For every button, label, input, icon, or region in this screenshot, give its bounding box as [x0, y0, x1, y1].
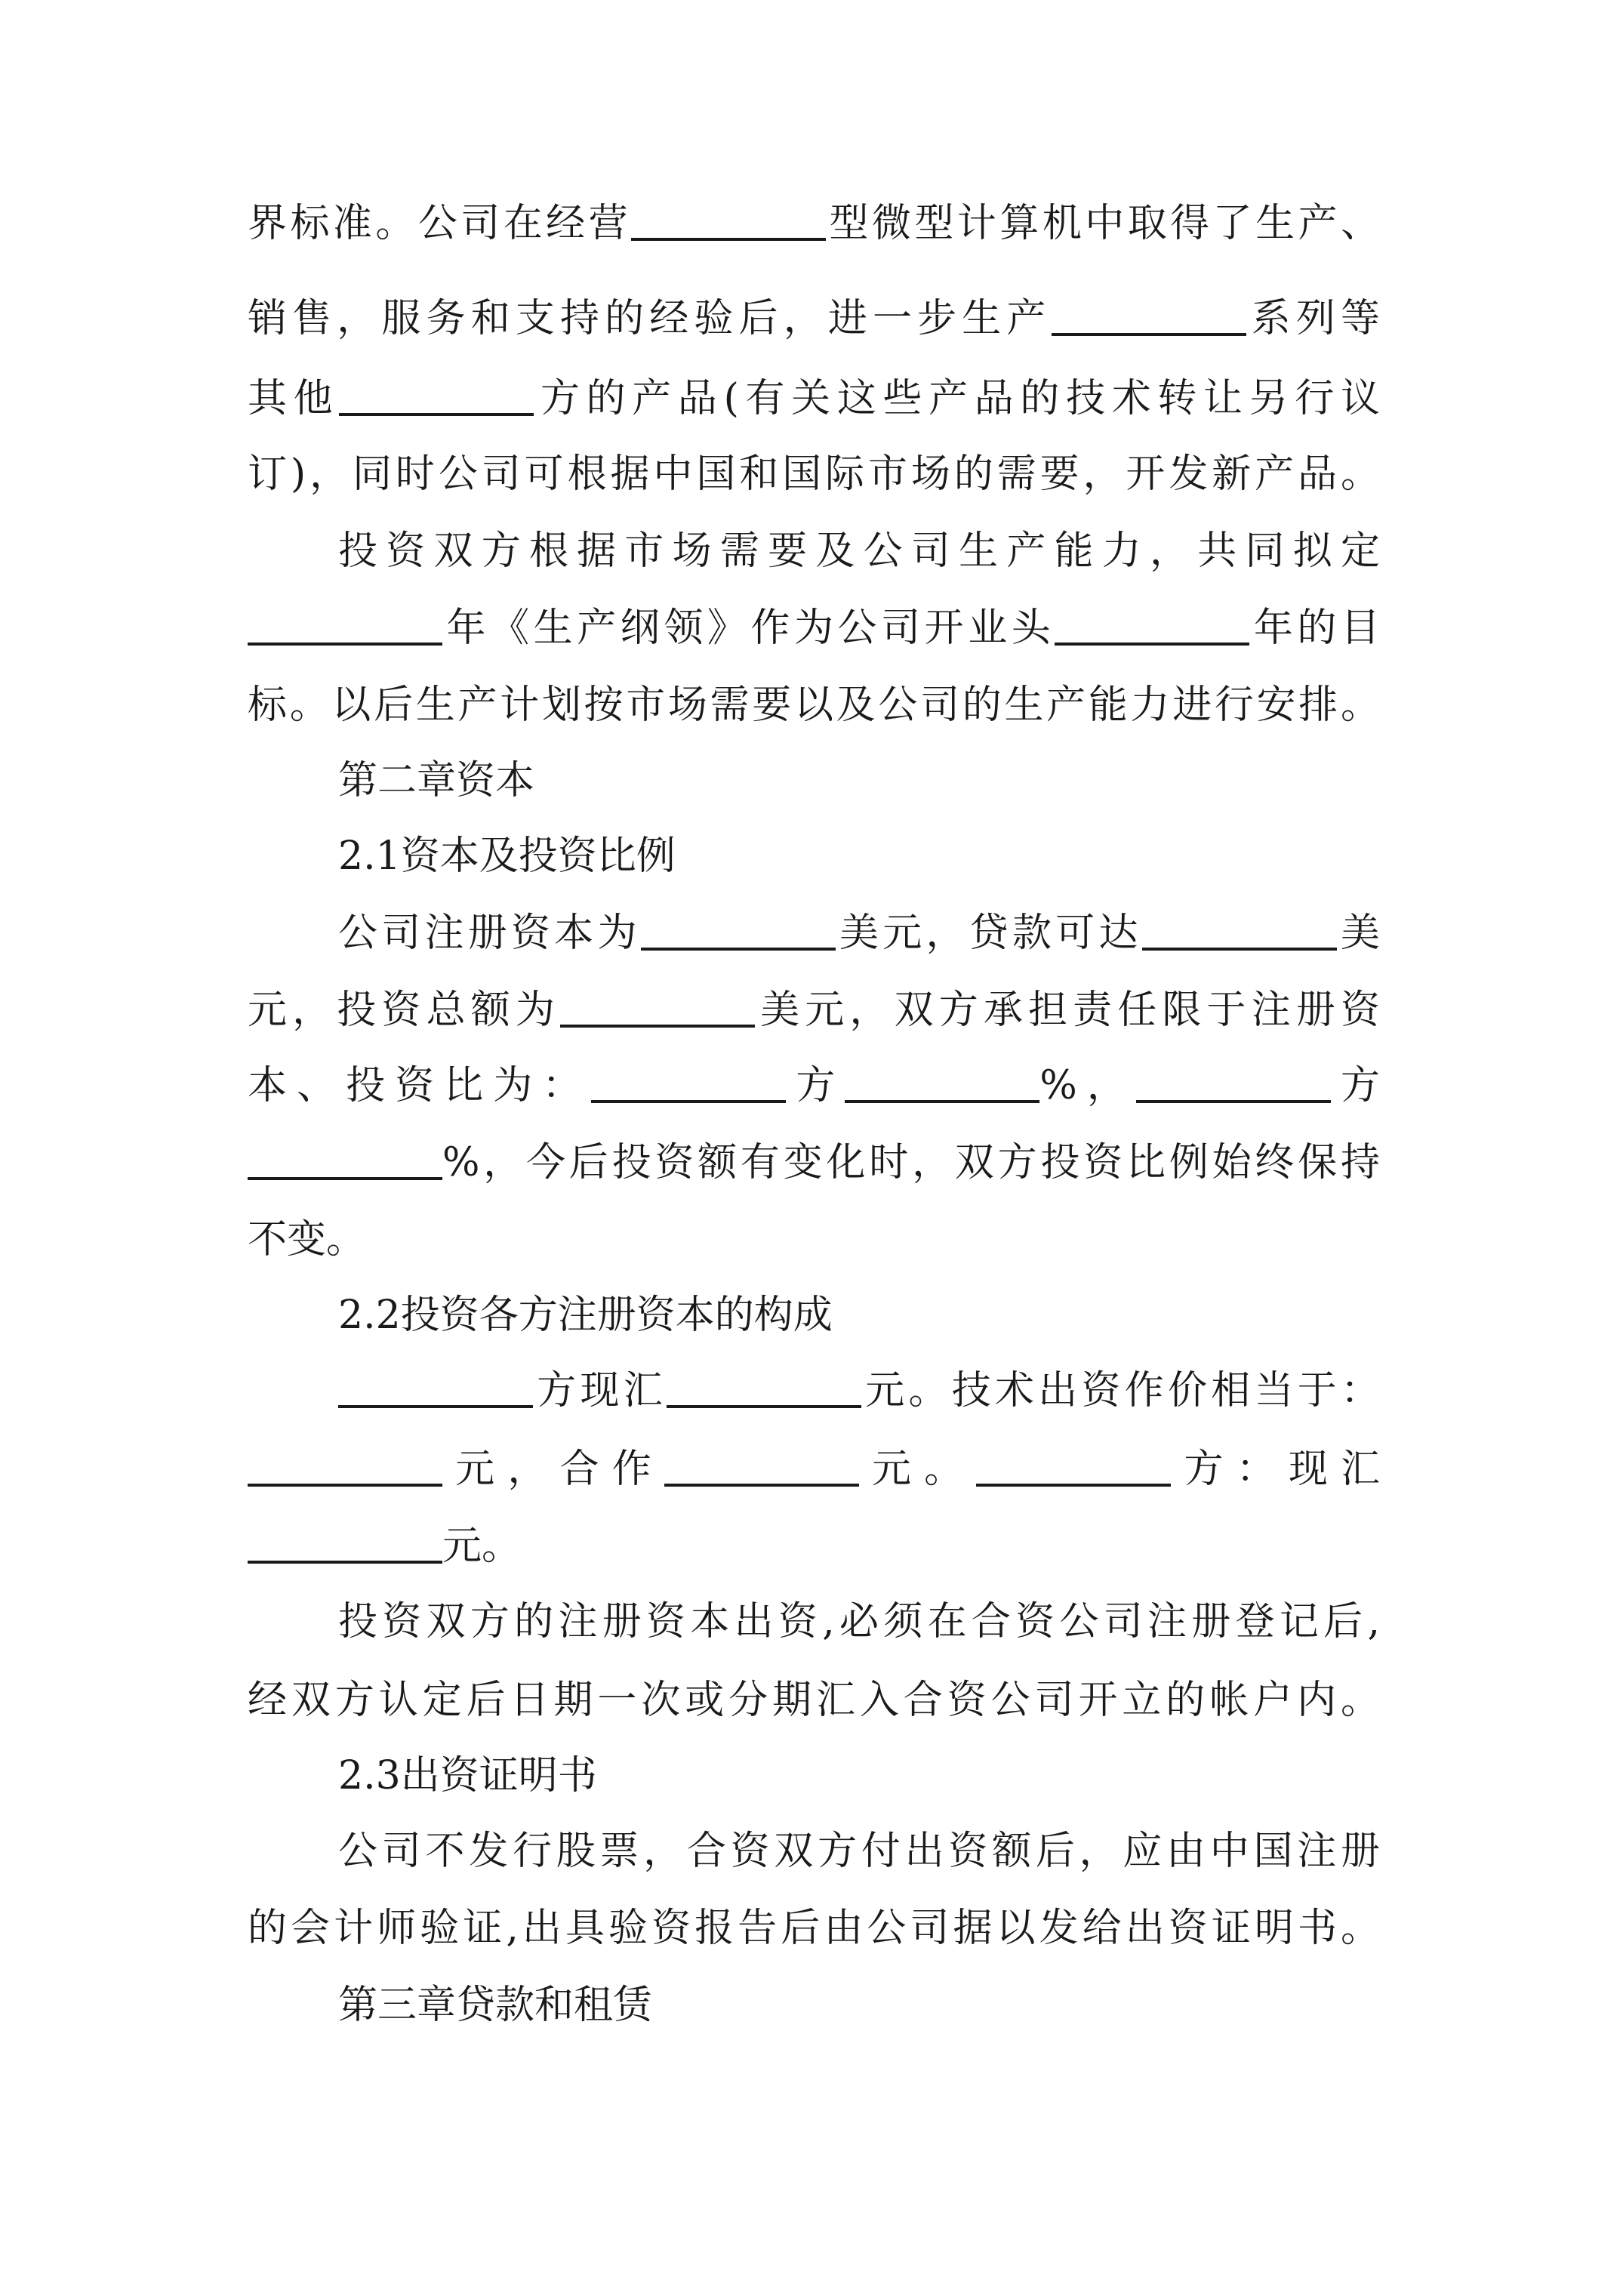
fill-blank	[631, 238, 826, 241]
section-heading: 2.1资本及投资比例	[338, 834, 676, 879]
fill-blank	[1055, 643, 1249, 646]
fill-blank	[1052, 333, 1246, 336]
fill-blank	[1136, 1100, 1331, 1103]
text-line: 经双方认定后日期一次或分期汇入合资公司开立的帐户内。	[248, 1678, 1380, 1723]
chapter-heading: 第三章贷款和租赁	[338, 1983, 653, 2028]
fill-blank	[338, 1405, 533, 1408]
paragraph-first-line: 投资双方根据市场需要及公司生产能力，共同拟定	[338, 529, 1380, 574]
section-heading: 2.3出资证明书	[338, 1753, 597, 1798]
text-line: 其他 方的产品(有关这些产品的技术转让另行议	[248, 376, 1380, 421]
text-line: 元，合作 元。 方：现汇	[248, 1445, 1380, 1493]
fill-blank	[845, 1100, 1039, 1103]
section-heading: 2.2投资各方注册资本的构成	[338, 1293, 833, 1338]
fill-blank	[591, 1100, 786, 1103]
fill-blank	[667, 1405, 861, 1408]
fill-blank	[248, 643, 442, 646]
fill-blank	[248, 1177, 442, 1180]
text-line: %，今后投资额有变化时，双方投资比例始终保持	[248, 1139, 1380, 1187]
text-line: 标。以后生产计划按市场需要以及公司的生产能力进行安排。	[248, 683, 1380, 728]
paragraph-first-line: 公司不发行股票，合资双方付出资额后，应由中国注册	[338, 1829, 1380, 1874]
text-line: 订)，同时公司可根据中国和国际市场的需要，开发新产品。	[248, 451, 1380, 497]
text-line: 元。	[248, 1522, 1380, 1570]
paragraph-first-line: 投资双方的注册资本出资,必须在合资公司注册登记后,	[338, 1599, 1380, 1644]
fill-blank	[641, 948, 836, 951]
text-line: 的会计师验证,出具验资报告后由公司据以发给出资证明书。	[248, 1906, 1380, 1951]
fill-blank	[976, 1484, 1171, 1487]
fill-blank	[560, 1025, 755, 1028]
text-line: 不变。	[248, 1217, 366, 1262]
text-line: 界标准。公司在经营 型微型计算机中取得了生产、	[248, 201, 1380, 246]
paragraph-first-line: 方现汇 元。技术出资作价相当于：	[338, 1367, 1380, 1415]
text-line: 销售，服务和支持的经验后，进一步生产 系列等	[248, 296, 1380, 341]
fill-blank	[248, 1561, 442, 1564]
chapter-heading: 第二章资本	[338, 758, 535, 803]
paragraph-first-line: 公司注册资本为 美元，贷款可达 美	[338, 911, 1380, 956]
text-line: 本、投资比为： 方 %， 方	[248, 1063, 1380, 1108]
fill-blank	[1142, 948, 1337, 951]
text-line: 元，投资总额为 美元，双方承担责任限于注册资	[248, 988, 1380, 1033]
fill-blank	[248, 1484, 442, 1487]
fill-blank	[664, 1484, 859, 1487]
fill-blank	[339, 413, 534, 416]
text-line: 年《生产纲领》作为公司开业头 年的目	[248, 604, 1380, 652]
